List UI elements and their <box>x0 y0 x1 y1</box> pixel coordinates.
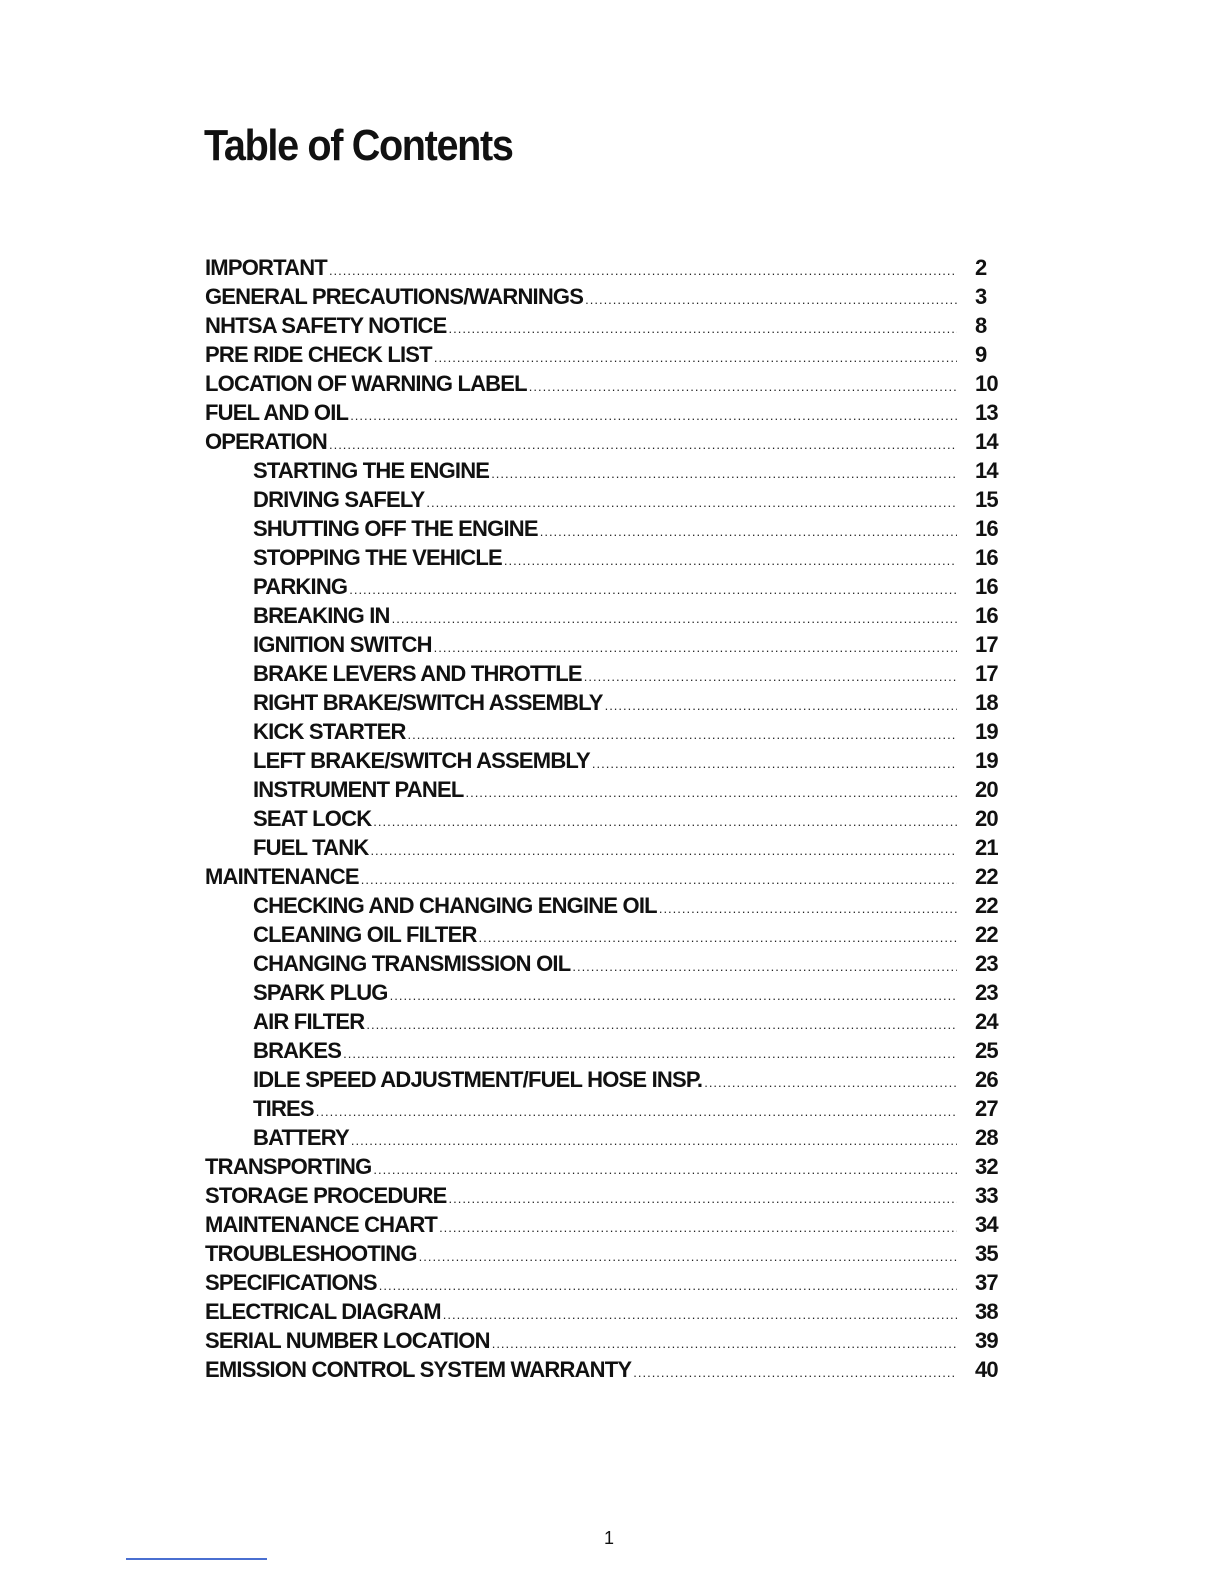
toc-entry-page: 14 <box>975 429 998 454</box>
toc-dot-leader <box>316 1097 957 1126</box>
toc-entry[interactable] <box>205 1297 1009 1326</box>
toc-entry[interactable] <box>205 456 1009 485</box>
toc-dot-leader <box>434 343 957 372</box>
toc-entry[interactable] <box>205 659 1009 688</box>
toc-entry-label: BATTERY <box>253 1125 349 1150</box>
toc-entry-page: 19 <box>975 719 998 744</box>
toc-entry[interactable] <box>205 1326 1009 1355</box>
toc-entry[interactable] <box>205 369 1009 398</box>
toc-dot-leader <box>439 1213 957 1242</box>
toc-entry-page: 3 <box>975 284 987 309</box>
toc-entry[interactable] <box>205 775 1009 804</box>
toc-entry-label: LOCATION OF WARNING LABEL <box>205 371 527 396</box>
toc-entry-page: 20 <box>975 806 998 831</box>
toc-entry[interactable] <box>205 1152 1009 1181</box>
toc-entry[interactable] <box>205 1239 1009 1268</box>
toc-dot-leader <box>479 923 957 952</box>
toc-entry-page: 23 <box>975 980 998 1005</box>
toc-entry[interactable] <box>205 543 1009 572</box>
toc-entry-label: FUEL TANK <box>253 835 369 860</box>
toc-entry-label: SPECIFICATIONS <box>205 1270 377 1295</box>
toc-entry-label: BRAKE LEVERS AND THROTTLE <box>253 661 582 686</box>
toc-entry-label: TIRES <box>253 1096 314 1121</box>
toc-entry-page: 27 <box>975 1096 998 1121</box>
toc-entry-label: STARTING THE ENGINE <box>253 458 490 483</box>
toc-dot-leader <box>329 256 957 285</box>
toc-entry-page: 35 <box>975 1241 998 1266</box>
toc-entry-label: SERIAL NUMBER LOCATION <box>205 1328 490 1353</box>
toc-entry-label: BREAKING IN <box>253 603 390 628</box>
toc-entry-label: MAINTENANCE <box>205 864 359 889</box>
toc-dot-leader <box>529 372 957 401</box>
toc-entry-page: 34 <box>975 1212 998 1237</box>
toc-entry-label: KICK STARTER <box>253 719 406 744</box>
toc-entry-page: 22 <box>975 922 998 947</box>
toc-entry-page: 9 <box>975 342 987 367</box>
toc-entry-label: BRAKES <box>253 1038 342 1063</box>
toc-dot-leader <box>390 981 957 1010</box>
toc-entry-page: 24 <box>975 1009 998 1034</box>
toc-entry-label: CHECKING AND CHANGING ENGINE OIL <box>253 893 657 918</box>
page-number: 1 <box>604 1528 615 1548</box>
toc-entry-label: OPERATION <box>205 429 327 454</box>
toc-entry-page: 28 <box>975 1125 998 1150</box>
toc-entry[interactable] <box>205 1094 1009 1123</box>
toc-entry[interactable] <box>205 804 1009 833</box>
toc-dot-leader <box>379 1271 957 1300</box>
toc-entry-page: 8 <box>975 313 987 338</box>
toc-dot-leader <box>448 1184 957 1213</box>
toc-entry-label: ELECTRICAL DIAGRAM <box>205 1299 441 1324</box>
toc-dot-leader <box>419 1242 957 1271</box>
toc-entry-page: 15 <box>975 487 998 512</box>
toc-dot-leader <box>350 401 957 430</box>
toc-dot-leader <box>349 575 957 604</box>
toc-entry[interactable] <box>205 1065 1009 1094</box>
toc-entry-label: IDLE SPEED ADJUSTMENT/FUEL HOSE INSP. <box>253 1067 703 1092</box>
toc-entry[interactable] <box>205 688 1009 717</box>
toc-entry-label: TRANSPORTING <box>205 1154 372 1179</box>
toc-dot-leader <box>373 1155 957 1184</box>
toc-entry-page: 14 <box>975 458 998 483</box>
toc-entry[interactable] <box>205 833 1009 862</box>
toc-entry[interactable] <box>205 949 1009 978</box>
toc-entry-label: NHTSA SAFETY NOTICE <box>205 313 447 338</box>
toc-entry-page: 33 <box>975 1183 998 1208</box>
toc-entry-page: 38 <box>975 1299 998 1324</box>
toc-entry-page: 17 <box>975 661 998 686</box>
toc-entry-page: 10 <box>975 371 998 396</box>
toc-entry[interactable] <box>205 1123 1009 1152</box>
toc-entry[interactable] <box>205 398 1009 427</box>
toc-entry-label: GENERAL PRECAUTIONS/WARNINGS <box>205 284 584 309</box>
toc-dot-leader <box>492 1329 957 1358</box>
toc-entry[interactable] <box>205 746 1009 775</box>
toc-entry[interactable] <box>205 514 1009 543</box>
toc-entry-label: RIGHT BRAKE/SWITCH ASSEMBLY <box>253 690 603 715</box>
toc-entry-page: 22 <box>975 864 998 889</box>
toc-dot-leader <box>584 662 957 691</box>
toc-entry-page: 37 <box>975 1270 998 1295</box>
toc-entry-label: IMPORTANT <box>205 255 327 280</box>
toc-entry-page: 16 <box>975 603 998 628</box>
toc-entry[interactable] <box>205 485 1009 514</box>
toc-dot-leader <box>361 865 957 894</box>
toc-dot-leader <box>343 1039 957 1068</box>
toc-entry-label: STOPPING THE VEHICLE <box>253 545 502 570</box>
toc-entry[interactable] <box>205 630 1009 659</box>
toc-entry[interactable] <box>205 1210 1009 1239</box>
toc-entry-label: STORAGE PROCEDURE <box>205 1183 447 1208</box>
toc-entry-page: 13 <box>975 400 998 425</box>
toc-entry[interactable] <box>205 920 1009 949</box>
toc-entry-label: CHANGING TRANSMISSION OIL <box>253 951 571 976</box>
toc-entry[interactable] <box>205 572 1009 601</box>
toc-entry-page: 32 <box>975 1154 998 1179</box>
toc-entry-label: SEAT LOCK <box>253 806 372 831</box>
toc-entry-page: 16 <box>975 516 998 541</box>
toc-dot-leader <box>370 836 957 865</box>
toc-dot-leader <box>329 430 957 459</box>
toc-entry-label: INSTRUMENT PANEL <box>253 777 464 802</box>
toc-entry-label: FUEL AND OIL <box>205 400 349 425</box>
toc-entry-page: 16 <box>975 545 998 570</box>
toc-entry-page: 26 <box>975 1067 998 1092</box>
toc-entry-page: 2 <box>975 255 987 280</box>
toc-entry[interactable] <box>205 1355 1009 1384</box>
toc-entry-page: 22 <box>975 893 998 918</box>
toc-dot-leader <box>572 952 957 981</box>
toc-dot-leader <box>605 691 957 720</box>
toc-entry-label: LEFT BRAKE/SWITCH ASSEMBLY <box>253 748 590 773</box>
toc-entry-page: 23 <box>975 951 998 976</box>
toc-dot-leader <box>426 488 957 517</box>
toc-entry-label: MAINTENANCE CHART <box>205 1212 438 1237</box>
toc-entry-label: EMISSION CONTROL SYSTEM WARRANTY <box>205 1357 632 1382</box>
toc-dot-leader <box>351 1126 957 1155</box>
toc-entry[interactable] <box>205 311 1009 340</box>
toc-entry-label: DRIVING SAFELY <box>253 487 425 512</box>
toc-entry[interactable] <box>205 282 1009 311</box>
toc-dot-leader <box>449 314 958 343</box>
toc-dot-leader <box>408 720 957 749</box>
toc-dot-leader <box>633 1358 957 1387</box>
toc-dot-leader <box>392 604 957 633</box>
toc-entry[interactable] <box>205 340 1009 369</box>
toc-entry-page: 39 <box>975 1328 998 1353</box>
toc-entry-label: AIR FILTER <box>253 1009 365 1034</box>
toc-entry-label: TROUBLESHOOTING <box>205 1241 417 1266</box>
footer-rule <box>126 1558 267 1560</box>
toc-dot-leader <box>491 459 957 488</box>
toc-entry[interactable] <box>205 862 1009 891</box>
toc-entry[interactable] <box>205 891 1009 920</box>
toc-entry[interactable] <box>205 253 1009 282</box>
toc-dot-leader <box>592 749 957 778</box>
toc-entry[interactable] <box>205 1007 1009 1036</box>
toc-entry-label: SHUTTING OFF THE ENGINE <box>253 516 538 541</box>
toc-entry[interactable] <box>205 601 1009 630</box>
toc-entry[interactable] <box>205 978 1009 1007</box>
toc-dot-leader <box>366 1010 957 1039</box>
toc-entry-page: 21 <box>975 835 998 860</box>
toc-entry-page: 19 <box>975 748 998 773</box>
toc-dot-leader <box>585 285 957 314</box>
toc-entry-label: PARKING <box>253 574 348 599</box>
toc-entry-label: SPARK PLUG <box>253 980 388 1005</box>
toc-dot-leader <box>704 1068 957 1097</box>
toc-dot-leader <box>659 894 957 923</box>
toc-dot-leader <box>540 517 957 546</box>
toc-entry[interactable] <box>205 1268 1009 1297</box>
toc-entry-page: 40 <box>975 1357 998 1382</box>
toc-dot-leader <box>504 546 957 575</box>
toc-entry-page: 17 <box>975 632 998 657</box>
toc-entry[interactable] <box>205 1181 1009 1210</box>
table-of-contents <box>205 253 1009 1384</box>
toc-entry[interactable] <box>205 1036 1009 1065</box>
toc-entry-label: PRE RIDE CHECK LIST <box>205 342 432 367</box>
page-title: Table of Contents <box>204 121 513 170</box>
toc-dot-leader <box>465 778 957 807</box>
toc-entry-page: 16 <box>975 574 998 599</box>
toc-dot-leader <box>434 633 957 662</box>
toc-dot-leader <box>373 807 957 836</box>
toc-dot-leader <box>443 1300 957 1329</box>
toc-entry-page: 20 <box>975 777 998 802</box>
toc-entry[interactable] <box>205 717 1009 746</box>
toc-entry-label: CLEANING OIL FILTER <box>253 922 477 947</box>
toc-entry-page: 25 <box>975 1038 998 1063</box>
toc-entry-page: 18 <box>975 690 998 715</box>
toc-entry-label: IGNITION SWITCH <box>253 632 432 657</box>
toc-entry[interactable] <box>205 427 1009 456</box>
